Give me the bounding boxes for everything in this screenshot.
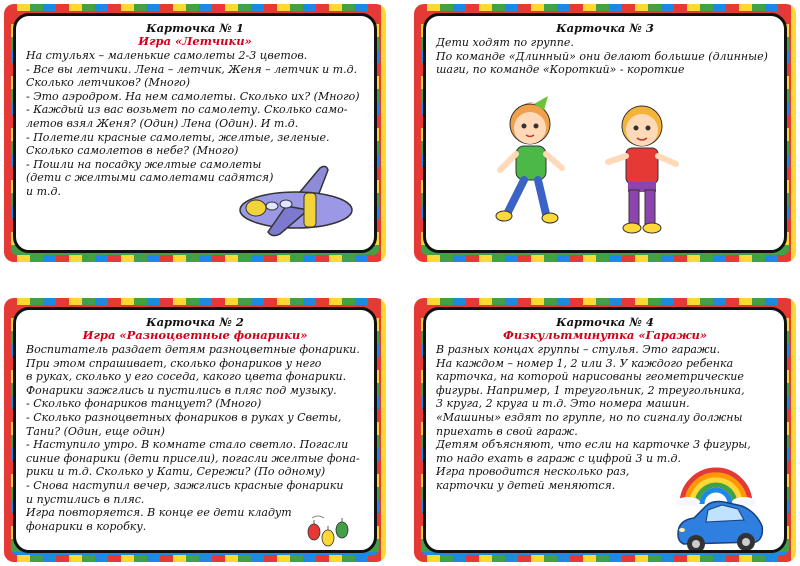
card-3-title: Карточка № 3 <box>556 21 654 35</box>
card-1 <box>4 4 386 262</box>
card-4-frame <box>421 305 789 555</box>
card-2-title: Карточка № 2 <box>146 315 244 329</box>
text-line: - Сколько разноцветных фонариков в руках у Светы, <box>26 410 342 424</box>
text-line: На стульях – маленькие самолеты 2-3 цветов. <box>26 49 308 62</box>
car-icon <box>672 496 768 553</box>
standing-boy-icon <box>602 98 682 238</box>
card-4-content <box>423 307 787 553</box>
text-line: летов взял Женя? (Один) Лена (Один). И т.д. <box>26 116 299 130</box>
text-line: карточка, на которой нарисованы геометрические <box>436 370 744 384</box>
text-line: - Это аэродром. На нем самолеты. Сколько их? (Много) <box>26 89 360 103</box>
airplane-icon <box>238 162 356 242</box>
card-1-subtitle: Игра «Летчики» <box>138 34 252 48</box>
text-line: синие фонарики (дети присели), погасли желтые фона- <box>26 451 360 465</box>
card-1-frame <box>11 11 379 255</box>
text-line: то надо ехать в гараж с цифрой 3 и т.д. <box>436 451 681 465</box>
card-4-title: Карточка № 4 <box>556 315 654 329</box>
text-line: По команде «Длинный» они делают большие (длинные) <box>436 49 768 63</box>
card-2 <box>4 298 386 562</box>
text-line: и т.д. <box>26 184 61 198</box>
text-line: На каждом – номер 1, 2 или 3. У каждого ребенка <box>436 356 734 370</box>
text-line: При этом спрашивает, сколько фонариков у него <box>26 356 322 370</box>
card-2-frame <box>11 305 379 555</box>
card-3-text <box>436 36 774 77</box>
card-2-text <box>26 343 364 533</box>
lanterns-icon <box>304 512 354 552</box>
text-line: - Каждый из вас возьмет по самолету. Сколько само- <box>26 103 348 117</box>
card-3 <box>414 4 796 262</box>
text-line: «Машины» ездят по группе, но по сигналу должны <box>436 410 743 424</box>
text-line: Дети ходят по группе. <box>436 36 574 49</box>
card-2-content <box>13 307 377 553</box>
text-line: фонарики в коробку. <box>26 519 147 533</box>
card-1-content <box>13 13 377 253</box>
card-4-subtitle: Физкультминутка «Гаражи» <box>502 328 708 342</box>
text-line: Детям объясняют, что если на карточке 3 фигуры, <box>436 438 751 452</box>
walking-girl-icon <box>486 94 576 234</box>
card-3-content <box>423 13 787 253</box>
text-line: - Все вы летчики. Лена – летчик, Женя – летчик и т.д. <box>26 62 358 76</box>
text-line: карточки у детей меняются. <box>436 478 616 492</box>
text-line: 3 круга, 2 круга и т.д. Это номера машин. <box>436 397 690 411</box>
card-3-frame <box>421 11 789 255</box>
text-line: Воспитатель раздает детям разноцветные фонарики. <box>26 343 360 356</box>
card-2-subtitle: Игра «Разноцветные фонарики» <box>82 328 308 342</box>
text-line: - Снова наступил вечер, зажглись красные фонарики <box>26 478 344 492</box>
text-line: В разных концах группы – стулья. Это гаражи. <box>436 343 721 356</box>
text-line: рики и т.д. Сколько у Кати, Сережи? (По одному) <box>26 465 326 479</box>
text-line: приехать в свой гараж. <box>436 424 578 438</box>
text-line: Фонарики зажглись и пустились в пляс под музыку. <box>26 383 337 397</box>
text-line: (дети с желтыми самолетами садятся) <box>26 171 274 185</box>
text-line: - Наступило утро. В комнате стало светло. Погасли <box>26 438 349 452</box>
text-line: Игра повторяется. В конце ее дети кладут <box>26 506 292 520</box>
text-line: Сколько самолетов в небе? (Много) <box>26 144 239 158</box>
text-line: - Полетели красные самолеты, желтые, зеленые. <box>26 130 330 144</box>
text-line: Игра проводится несколько раз, <box>436 465 630 479</box>
text-line: - Пошли на посадку желтые самолеты <box>26 157 262 171</box>
text-line: Сколько летчиков? (Много) <box>26 76 191 90</box>
text-line: шаги, по команде «Короткий» - короткие <box>436 63 685 77</box>
card-1-title: Карточка № 1 <box>146 21 244 35</box>
text-line: - Сколько фонариков танцует? (Много) <box>26 397 262 411</box>
text-line: фигуры. Например, 1 треугольник, 2 треугольника, <box>436 383 745 397</box>
text-line: в руках, сколько у его соседа, какого цвета фонарики. <box>26 370 347 384</box>
text-line: и пустились в пляс. <box>26 492 145 506</box>
text-line: Тани? (Один, еще один) <box>26 424 165 438</box>
card-4 <box>414 298 796 562</box>
